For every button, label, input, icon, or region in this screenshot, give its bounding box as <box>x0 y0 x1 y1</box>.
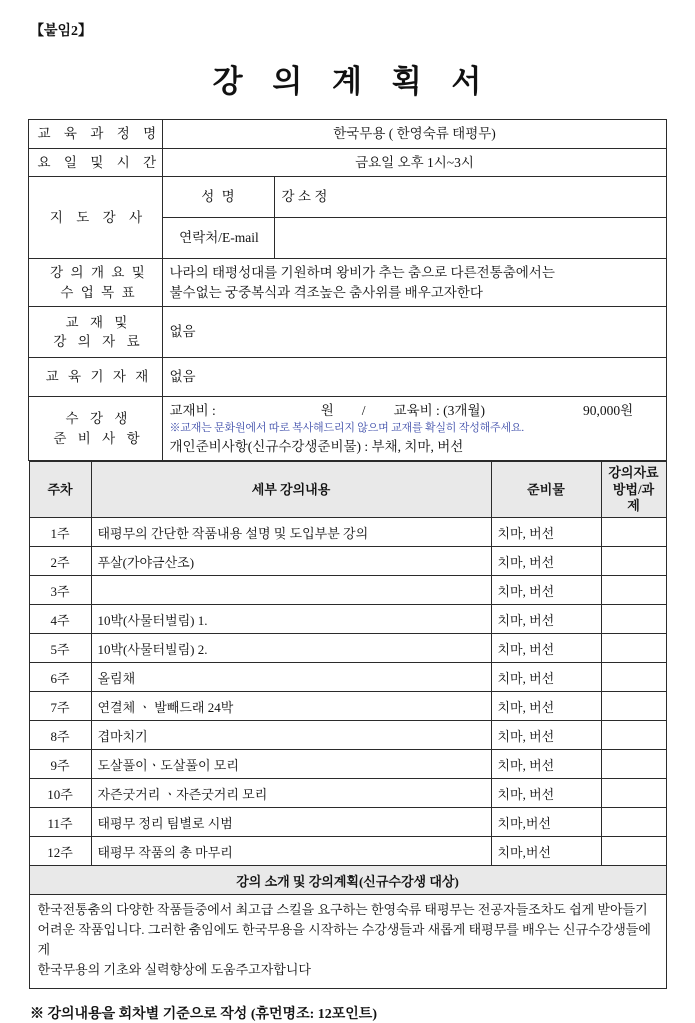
fee-amount: 90,000원 <box>583 403 634 419</box>
week-cell: 9주 <box>29 750 91 779</box>
description-line-2: 어려운 작품입니다. 그러한 춤임에도 한국무용을 시작하는 수강생들과 새롭게 태평무를 배우는 신규수강생들에게 <box>37 922 651 958</box>
method-cell <box>601 750 666 779</box>
week-cell: 1주 <box>29 518 91 547</box>
prep-cell: 치마, 버선 <box>491 576 601 605</box>
content-cell: 겹마치기 <box>91 721 491 750</box>
prep-cell: 치마, 버선 <box>491 692 601 721</box>
prep-cell: 치마, 버선 <box>491 518 601 547</box>
prep-cell: 치마, 버선 <box>491 721 601 750</box>
prep-cell: 치마, 버선 <box>491 663 601 692</box>
week-cell: 6주 <box>29 663 91 692</box>
student-prep-label <box>29 397 163 461</box>
header-prep: 준비물 <box>491 462 601 518</box>
content-cell: 푸살(가야금산조) <box>91 547 491 576</box>
method-cell <box>601 837 666 866</box>
content-cell: 태평무 작품의 총 마무리 <box>91 837 491 866</box>
material-label-line2: 강 의 자 료 <box>53 334 144 350</box>
content-cell: 올림채 <box>91 663 491 692</box>
content-cell: 10박(사물터빌림) 2. <box>91 634 491 663</box>
table-row <box>29 837 666 866</box>
contact-value <box>275 218 666 259</box>
equipment-value: 없음 <box>163 358 666 397</box>
prep-cell: 치마,버선 <box>491 837 601 866</box>
header-method-line2: 방법/과제 <box>612 481 655 513</box>
content-cell: 연결체 ㆍ 발빼드래 24박 <box>91 692 491 721</box>
table-row-student-prep <box>29 397 666 461</box>
method-cell <box>601 692 666 721</box>
week-cell: 7주 <box>29 692 91 721</box>
description-line-3: 한국무용의 기초와 실력향상에 도움주고자합니다 <box>37 962 311 978</box>
week-cell: 12주 <box>29 837 91 866</box>
week-cell: 4주 <box>29 605 91 634</box>
instructor-name-label: 성 명 <box>163 177 275 218</box>
material-label <box>29 307 163 358</box>
week-cell: 3주 <box>29 576 91 605</box>
table-row-material <box>29 307 666 358</box>
table-row <box>29 605 666 634</box>
fee-line <box>169 401 659 421</box>
overview-line-1: 나라의 태평성대를 기원하며 왕비가 추는 춤으로 다른전통춤에서는 <box>169 265 555 281</box>
header-method <box>601 462 666 518</box>
content-cell: 10박(사물터벌림) 1. <box>91 605 491 634</box>
fee-book-label: 교재비 : <box>169 403 216 419</box>
student-prep-label-line2: 준 비 사 항 <box>53 430 144 446</box>
table-row <box>29 721 666 750</box>
table-row-day-time <box>29 148 666 177</box>
course-info-table <box>28 119 666 461</box>
course-description <box>29 895 666 989</box>
schedule-body <box>29 518 666 989</box>
header-week: 주차 <box>29 462 91 518</box>
method-cell <box>601 808 666 837</box>
equipment-label: 교 육 기 자 재 <box>29 358 163 397</box>
material-value: 없음 <box>163 307 666 358</box>
schedule-header-row <box>29 462 666 518</box>
table-row <box>29 779 666 808</box>
course-name-value: 한국무용 ( 한영숙류 태평무) <box>163 120 666 149</box>
page-title: 강 의 계 획 서 <box>212 64 493 99</box>
table-row <box>29 576 666 605</box>
prep-cell: 치마, 버선 <box>491 605 601 634</box>
week-cell: 11주 <box>29 808 91 837</box>
week-cell: 8주 <box>29 721 91 750</box>
table-row <box>29 663 666 692</box>
method-cell <box>601 547 666 576</box>
table-row <box>29 808 666 837</box>
table-row-course-name <box>29 120 666 149</box>
fee-tuition-label: 교육비 : (3개월) <box>393 403 485 419</box>
overview-value <box>163 259 666 307</box>
week-cell: 2주 <box>29 547 91 576</box>
overview-line-2: 불수없는 궁중복식과 격조높은 춤사위를 배우고자한다 <box>169 284 483 300</box>
content-cell: 자즌굿거리 ㆍ자즌굿거리 모리 <box>91 779 491 808</box>
schedule-banner-row <box>29 866 666 895</box>
schedule-description-row <box>29 895 666 989</box>
content-cell: 태평무의 간단한 작품내용 설명 및 도입부분 강의 <box>91 518 491 547</box>
method-cell <box>601 518 666 547</box>
method-cell <box>601 663 666 692</box>
course-intro-banner: 강의 소개 및 강의계획(신규수강생 대상) <box>29 866 666 895</box>
table-row-instructor-name <box>29 177 666 218</box>
method-cell <box>601 605 666 634</box>
overview-label <box>29 259 163 307</box>
table-row-overview <box>29 259 666 307</box>
prep-cell: 치마, 버선 <box>491 779 601 808</box>
header-content: 세부 강의내용 <box>91 462 491 518</box>
description-line-1: 한국전통춤의 다양한 작품들중에서 최고급 스킬을 요구하는 한영숙류 태평무는 전공자들조차도 쉽게 받아들기 <box>37 902 648 918</box>
method-cell <box>601 634 666 663</box>
week-cell: 5주 <box>29 634 91 663</box>
prep-cell: 치마,버선 <box>491 808 601 837</box>
prep-cell: 치마, 버선 <box>491 750 601 779</box>
table-row <box>29 634 666 663</box>
attachment-tag: 【붙임2】 <box>30 24 93 39</box>
student-prep-value <box>163 397 666 461</box>
fee-note: ※교재는 문화원에서 따로 복사해드리지 않으며 교재를 확실히 작성해주세요. <box>169 421 524 434</box>
personal-prep-line: 개인준비사항(신규수강생준비물) : 부채, 치마, 버선 <box>169 438 464 454</box>
table-row-equipment <box>29 358 666 397</box>
overview-label-line1: 강 의 개 요 및 <box>50 265 147 281</box>
day-time-value: 금요일 오후 1시~3시 <box>163 148 666 177</box>
content-cell <box>91 576 491 605</box>
instructor-name-value: 강 소 정 <box>275 177 666 218</box>
header-method-line1: 강의자료 <box>608 465 659 481</box>
table-row <box>29 750 666 779</box>
table-row <box>29 692 666 721</box>
method-cell <box>601 576 666 605</box>
prep-cell: 치마, 버선 <box>491 547 601 576</box>
fee-slash: / <box>361 403 366 419</box>
course-name-label: 교 육 과 정 명 <box>29 120 163 149</box>
material-label-line1: 교 재 및 <box>65 314 132 330</box>
content-cell: 태평무 정리 팀별로 시범 <box>91 808 491 837</box>
overview-label-line2: 수 업 목 표 <box>60 284 137 300</box>
schedule-table <box>29 461 667 988</box>
day-time-label: 요 일 및 시 간 <box>29 148 163 177</box>
instructor-label: 지 도 강 사 <box>29 177 163 259</box>
student-prep-label-line1: 수 강 생 <box>65 411 132 427</box>
footnote: ※ 강의내용을 회차별 기준으로 작성 (휴먼명조: 12포인트) <box>30 1006 377 1022</box>
table-row <box>29 547 666 576</box>
method-cell <box>601 721 666 750</box>
method-cell <box>601 779 666 808</box>
fee-won-unit: 원 <box>320 403 334 419</box>
prep-cell: 치마, 버선 <box>491 634 601 663</box>
week-cell: 10주 <box>29 779 91 808</box>
content-cell: 도살풀이ㆍ도살풀이 모리 <box>91 750 491 779</box>
contact-label: 연락처/E-mail <box>163 218 275 259</box>
table-row <box>29 518 666 547</box>
